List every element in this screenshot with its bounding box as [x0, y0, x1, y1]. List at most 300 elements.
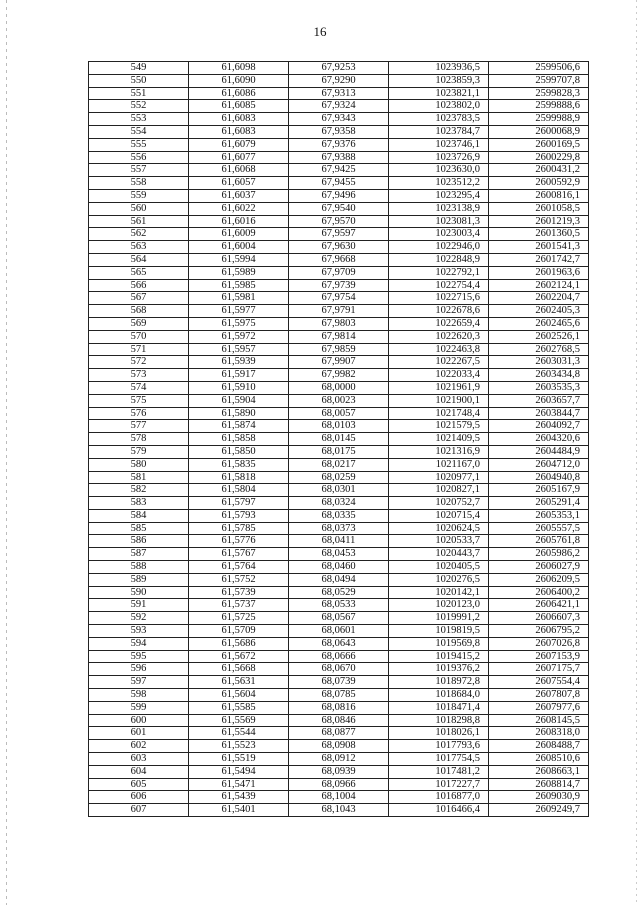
- x-coordinate-cell: 1018684,0: [389, 689, 489, 702]
- longitude-cell: 68,0643: [289, 637, 389, 650]
- longitude-cell: 67,9668: [289, 253, 389, 266]
- coordinates-table-body: [89, 62, 589, 817]
- x-coordinate-cell: 1017793,6: [389, 740, 489, 753]
- longitude-cell: 68,0494: [289, 573, 389, 586]
- x-coordinate-cell: 1018298,8: [389, 714, 489, 727]
- longitude-cell: 68,0666: [289, 650, 389, 663]
- point-number-cell: 562: [89, 228, 189, 241]
- x-coordinate-cell: 1023295,4: [389, 189, 489, 202]
- latitude-cell: 61,5981: [189, 292, 289, 305]
- table-row: [89, 87, 589, 100]
- y-coordinate-cell: 2607026,8: [489, 637, 589, 650]
- longitude-cell: 68,0023: [289, 394, 389, 407]
- x-coordinate-cell: 1018471,4: [389, 701, 489, 714]
- y-coordinate-cell: 2607153,9: [489, 650, 589, 663]
- table-row: [89, 253, 589, 266]
- latitude-cell: 61,5994: [189, 253, 289, 266]
- page-number: 16: [313, 24, 327, 39]
- scan-left-edge: [6, 0, 7, 905]
- x-coordinate-cell: 1020752,7: [389, 497, 489, 510]
- y-coordinate-cell: 2604484,9: [489, 445, 589, 458]
- table-row: [89, 202, 589, 215]
- x-coordinate-cell: 1020827,1: [389, 484, 489, 497]
- table-row: [89, 292, 589, 305]
- latitude-cell: 61,6077: [189, 151, 289, 164]
- table-row: [89, 637, 589, 650]
- latitude-cell: 61,5818: [189, 471, 289, 484]
- table-row: [89, 573, 589, 586]
- x-coordinate-cell: 1022715,6: [389, 292, 489, 305]
- table-row: [89, 689, 589, 702]
- point-number-cell: 607: [89, 804, 189, 817]
- longitude-cell: 68,0533: [289, 599, 389, 612]
- x-coordinate-cell: 1018972,8: [389, 676, 489, 689]
- table-row: [89, 586, 589, 599]
- y-coordinate-cell: 2599888,6: [489, 100, 589, 113]
- latitude-cell: 61,5804: [189, 484, 289, 497]
- longitude-cell: 68,0785: [289, 689, 389, 702]
- latitude-cell: 61,6037: [189, 189, 289, 202]
- point-number-cell: 570: [89, 330, 189, 343]
- latitude-cell: 61,5890: [189, 407, 289, 420]
- y-coordinate-cell: 2599506,6: [489, 62, 589, 75]
- latitude-cell: 61,6004: [189, 241, 289, 254]
- longitude-cell: 67,9814: [289, 330, 389, 343]
- longitude-cell: 67,9496: [289, 189, 389, 202]
- longitude-cell: 68,0335: [289, 509, 389, 522]
- y-coordinate-cell: 2602405,3: [489, 305, 589, 318]
- latitude-cell: 61,5850: [189, 445, 289, 458]
- point-number-cell: 560: [89, 202, 189, 215]
- latitude-cell: 61,5519: [189, 753, 289, 766]
- y-coordinate-cell: 2605291,4: [489, 497, 589, 510]
- x-coordinate-cell: 1017481,2: [389, 765, 489, 778]
- longitude-cell: 68,0966: [289, 778, 389, 791]
- latitude-cell: 61,6009: [189, 228, 289, 241]
- y-coordinate-cell: 2601360,5: [489, 228, 589, 241]
- point-number-cell: 558: [89, 177, 189, 190]
- x-coordinate-cell: 1023746,1: [389, 138, 489, 151]
- x-coordinate-cell: 1020142,1: [389, 586, 489, 599]
- table-row: [89, 113, 589, 126]
- latitude-cell: 61,6079: [189, 138, 289, 151]
- y-coordinate-cell: 2599707,8: [489, 74, 589, 87]
- y-coordinate-cell: 2600816,1: [489, 189, 589, 202]
- latitude-cell: 61,5604: [189, 689, 289, 702]
- longitude-cell: 67,9597: [289, 228, 389, 241]
- table-row: [89, 433, 589, 446]
- latitude-cell: 61,5910: [189, 381, 289, 394]
- table-row: [89, 727, 589, 740]
- table-row: [89, 228, 589, 241]
- longitude-cell: 67,9455: [289, 177, 389, 190]
- x-coordinate-cell: 1022792,1: [389, 266, 489, 279]
- y-coordinate-cell: 2604092,7: [489, 420, 589, 433]
- longitude-cell: 68,0453: [289, 548, 389, 561]
- x-coordinate-cell: 1020715,4: [389, 509, 489, 522]
- x-coordinate-cell: 1021409,5: [389, 433, 489, 446]
- y-coordinate-cell: 2602768,5: [489, 343, 589, 356]
- table-row: [89, 100, 589, 113]
- table-row: [89, 701, 589, 714]
- table-row: [89, 177, 589, 190]
- latitude-cell: 61,6016: [189, 215, 289, 228]
- longitude-cell: 68,0259: [289, 471, 389, 484]
- y-coordinate-cell: 2608814,7: [489, 778, 589, 791]
- y-coordinate-cell: 2608663,1: [489, 765, 589, 778]
- coordinates-table: [88, 61, 589, 817]
- y-coordinate-cell: 2601963,6: [489, 266, 589, 279]
- longitude-cell: 68,0908: [289, 740, 389, 753]
- point-number-cell: 573: [89, 369, 189, 382]
- table-row: [89, 599, 589, 612]
- y-coordinate-cell: 2602204,7: [489, 292, 589, 305]
- longitude-cell: 68,1004: [289, 791, 389, 804]
- longitude-cell: 68,1043: [289, 804, 389, 817]
- y-coordinate-cell: 2602526,1: [489, 330, 589, 343]
- longitude-cell: 68,0529: [289, 586, 389, 599]
- point-number-cell: 549: [89, 62, 189, 75]
- table-row: [89, 407, 589, 420]
- x-coordinate-cell: 1020443,7: [389, 548, 489, 561]
- y-coordinate-cell: 2606607,3: [489, 612, 589, 625]
- longitude-cell: 68,0145: [289, 433, 389, 446]
- x-coordinate-cell: 1023512,2: [389, 177, 489, 190]
- latitude-cell: 61,5975: [189, 317, 289, 330]
- point-number-cell: 585: [89, 522, 189, 535]
- table-row: [89, 215, 589, 228]
- latitude-cell: 61,5569: [189, 714, 289, 727]
- y-coordinate-cell: 2605761,8: [489, 535, 589, 548]
- point-number-cell: 595: [89, 650, 189, 663]
- x-coordinate-cell: 1022463,8: [389, 343, 489, 356]
- table-row: [89, 305, 589, 318]
- latitude-cell: 61,6083: [189, 125, 289, 138]
- x-coordinate-cell: 1020624,5: [389, 522, 489, 535]
- table-row: [89, 676, 589, 689]
- table-row: [89, 561, 589, 574]
- longitude-cell: 68,0846: [289, 714, 389, 727]
- point-number-cell: 588: [89, 561, 189, 574]
- latitude-cell: 61,5737: [189, 599, 289, 612]
- point-number-cell: 598: [89, 689, 189, 702]
- y-coordinate-cell: 2603031,3: [489, 356, 589, 369]
- point-number-cell: 567: [89, 292, 189, 305]
- point-number-cell: 592: [89, 612, 189, 625]
- table-row: [89, 138, 589, 151]
- point-number-cell: 582: [89, 484, 189, 497]
- point-number-cell: 603: [89, 753, 189, 766]
- y-coordinate-cell: 2603844,7: [489, 407, 589, 420]
- y-coordinate-cell: 2603657,7: [489, 394, 589, 407]
- longitude-cell: 68,0373: [289, 522, 389, 535]
- latitude-cell: 61,5585: [189, 701, 289, 714]
- latitude-cell: 61,5785: [189, 522, 289, 535]
- y-coordinate-cell: 2606400,2: [489, 586, 589, 599]
- point-number-cell: 576: [89, 407, 189, 420]
- latitude-cell: 61,5739: [189, 586, 289, 599]
- point-number-cell: 589: [89, 573, 189, 586]
- point-number-cell: 555: [89, 138, 189, 151]
- x-coordinate-cell: 1017227,7: [389, 778, 489, 791]
- latitude-cell: 61,5494: [189, 765, 289, 778]
- table-row: [89, 740, 589, 753]
- y-coordinate-cell: 2602465,6: [489, 317, 589, 330]
- latitude-cell: 61,5985: [189, 279, 289, 292]
- latitude-cell: 61,5725: [189, 612, 289, 625]
- latitude-cell: 61,5972: [189, 330, 289, 343]
- point-number-cell: 577: [89, 420, 189, 433]
- table-row: [89, 791, 589, 804]
- point-number-cell: 604: [89, 765, 189, 778]
- y-coordinate-cell: 2605557,5: [489, 522, 589, 535]
- y-coordinate-cell: 2604320,6: [489, 433, 589, 446]
- x-coordinate-cell: 1023138,9: [389, 202, 489, 215]
- y-coordinate-cell: 2608318,0: [489, 727, 589, 740]
- longitude-cell: 67,9791: [289, 305, 389, 318]
- table-row: [89, 317, 589, 330]
- point-number-cell: 602: [89, 740, 189, 753]
- longitude-cell: 68,0670: [289, 663, 389, 676]
- y-coordinate-cell: 2601541,3: [489, 241, 589, 254]
- longitude-cell: 67,9739: [289, 279, 389, 292]
- x-coordinate-cell: 1021579,5: [389, 420, 489, 433]
- y-coordinate-cell: 2605167,9: [489, 484, 589, 497]
- table-row: [89, 343, 589, 356]
- longitude-cell: 68,0000: [289, 381, 389, 394]
- x-coordinate-cell: 1020123,0: [389, 599, 489, 612]
- table-row: [89, 625, 589, 638]
- point-number-cell: 568: [89, 305, 189, 318]
- longitude-cell: 68,0301: [289, 484, 389, 497]
- x-coordinate-cell: 1022620,3: [389, 330, 489, 343]
- latitude-cell: 61,5631: [189, 676, 289, 689]
- x-coordinate-cell: 1023821,1: [389, 87, 489, 100]
- x-coordinate-cell: 1022848,9: [389, 253, 489, 266]
- x-coordinate-cell: 1023784,7: [389, 125, 489, 138]
- latitude-cell: 61,5904: [189, 394, 289, 407]
- table-row: [89, 420, 589, 433]
- x-coordinate-cell: 1022659,4: [389, 317, 489, 330]
- x-coordinate-cell: 1021167,0: [389, 458, 489, 471]
- longitude-cell: 68,0939: [289, 765, 389, 778]
- scan-right-edge: [636, 0, 637, 905]
- y-coordinate-cell: 2602124,1: [489, 279, 589, 292]
- y-coordinate-cell: 2606421,1: [489, 599, 589, 612]
- point-number-cell: 552: [89, 100, 189, 113]
- longitude-cell: 68,0739: [289, 676, 389, 689]
- y-coordinate-cell: 2599988,9: [489, 113, 589, 126]
- table-row: [89, 509, 589, 522]
- table-row: [89, 765, 589, 778]
- latitude-cell: 61,5523: [189, 740, 289, 753]
- longitude-cell: 67,9859: [289, 343, 389, 356]
- point-number-cell: 591: [89, 599, 189, 612]
- y-coordinate-cell: 2600068,9: [489, 125, 589, 138]
- point-number-cell: 551: [89, 87, 189, 100]
- x-coordinate-cell: 1022946,0: [389, 241, 489, 254]
- longitude-cell: 67,9388: [289, 151, 389, 164]
- point-number-cell: 605: [89, 778, 189, 791]
- y-coordinate-cell: 2607554,4: [489, 676, 589, 689]
- y-coordinate-cell: 2604712,0: [489, 458, 589, 471]
- y-coordinate-cell: 2608510,6: [489, 753, 589, 766]
- latitude-cell: 61,5917: [189, 369, 289, 382]
- table-row: [89, 612, 589, 625]
- y-coordinate-cell: 2606209,5: [489, 573, 589, 586]
- table-row: [89, 62, 589, 75]
- longitude-cell: 68,0460: [289, 561, 389, 574]
- longitude-cell: 68,0057: [289, 407, 389, 420]
- table-row: [89, 330, 589, 343]
- table-row: [89, 74, 589, 87]
- y-coordinate-cell: 2609030,9: [489, 791, 589, 804]
- y-coordinate-cell: 2600431,2: [489, 164, 589, 177]
- point-number-cell: 606: [89, 791, 189, 804]
- latitude-cell: 61,6057: [189, 177, 289, 190]
- x-coordinate-cell: 1016877,0: [389, 791, 489, 804]
- table-row: [89, 535, 589, 548]
- y-coordinate-cell: 2600592,9: [489, 177, 589, 190]
- latitude-cell: 61,6068: [189, 164, 289, 177]
- table-row: [89, 279, 589, 292]
- latitude-cell: 61,5544: [189, 727, 289, 740]
- y-coordinate-cell: 2604940,8: [489, 471, 589, 484]
- x-coordinate-cell: 1021961,9: [389, 381, 489, 394]
- longitude-cell: 68,0567: [289, 612, 389, 625]
- longitude-cell: 67,9803: [289, 317, 389, 330]
- table-row: [89, 381, 589, 394]
- latitude-cell: 61,6085: [189, 100, 289, 113]
- table-row: [89, 394, 589, 407]
- longitude-cell: 67,9253: [289, 62, 389, 75]
- point-number-cell: 574: [89, 381, 189, 394]
- latitude-cell: 61,5672: [189, 650, 289, 663]
- y-coordinate-cell: 2605353,1: [489, 509, 589, 522]
- x-coordinate-cell: 1022678,6: [389, 305, 489, 318]
- x-coordinate-cell: 1023081,3: [389, 215, 489, 228]
- longitude-cell: 67,9540: [289, 202, 389, 215]
- point-number-cell: 559: [89, 189, 189, 202]
- table-row: [89, 753, 589, 766]
- point-number-cell: 564: [89, 253, 189, 266]
- longitude-cell: 68,0601: [289, 625, 389, 638]
- point-number-cell: 569: [89, 317, 189, 330]
- x-coordinate-cell: 1017754,5: [389, 753, 489, 766]
- point-number-cell: 553: [89, 113, 189, 126]
- latitude-cell: 61,5939: [189, 356, 289, 369]
- latitude-cell: 61,5858: [189, 433, 289, 446]
- latitude-cell: 61,5797: [189, 497, 289, 510]
- point-number-cell: 587: [89, 548, 189, 561]
- table-row: [89, 125, 589, 138]
- longitude-cell: 68,0912: [289, 753, 389, 766]
- x-coordinate-cell: 1021748,4: [389, 407, 489, 420]
- point-number-cell: 556: [89, 151, 189, 164]
- table-row: [89, 484, 589, 497]
- longitude-cell: 67,9425: [289, 164, 389, 177]
- point-number-cell: 575: [89, 394, 189, 407]
- longitude-cell: 68,0103: [289, 420, 389, 433]
- y-coordinate-cell: 2601742,7: [489, 253, 589, 266]
- y-coordinate-cell: 2606795,2: [489, 625, 589, 638]
- table-row: [89, 241, 589, 254]
- latitude-cell: 61,5709: [189, 625, 289, 638]
- point-number-cell: 554: [89, 125, 189, 138]
- point-number-cell: 565: [89, 266, 189, 279]
- longitude-cell: 67,9313: [289, 87, 389, 100]
- point-number-cell: 601: [89, 727, 189, 740]
- y-coordinate-cell: 2606027,9: [489, 561, 589, 574]
- point-number-cell: 599: [89, 701, 189, 714]
- latitude-cell: 61,6022: [189, 202, 289, 215]
- latitude-cell: 61,6098: [189, 62, 289, 75]
- table-row: [89, 369, 589, 382]
- point-number-cell: 600: [89, 714, 189, 727]
- x-coordinate-cell: 1023003,4: [389, 228, 489, 241]
- y-coordinate-cell: 2603535,3: [489, 381, 589, 394]
- x-coordinate-cell: 1016466,4: [389, 804, 489, 817]
- table-row: [89, 778, 589, 791]
- longitude-cell: 67,9754: [289, 292, 389, 305]
- point-number-cell: 563: [89, 241, 189, 254]
- table-row: [89, 445, 589, 458]
- x-coordinate-cell: 1023936,5: [389, 62, 489, 75]
- longitude-cell: 68,0324: [289, 497, 389, 510]
- table-row: [89, 804, 589, 817]
- point-number-cell: 579: [89, 445, 189, 458]
- x-coordinate-cell: 1020533,7: [389, 535, 489, 548]
- y-coordinate-cell: 2600169,5: [489, 138, 589, 151]
- latitude-cell: 61,5977: [189, 305, 289, 318]
- point-number-cell: 561: [89, 215, 189, 228]
- point-number-cell: 557: [89, 164, 189, 177]
- y-coordinate-cell: 2607807,8: [489, 689, 589, 702]
- table-row: [89, 356, 589, 369]
- latitude-cell: 61,5835: [189, 458, 289, 471]
- longitude-cell: 68,0217: [289, 458, 389, 471]
- point-number-cell: 593: [89, 625, 189, 638]
- latitude-cell: 61,5957: [189, 343, 289, 356]
- point-number-cell: 590: [89, 586, 189, 599]
- longitude-cell: 67,9630: [289, 241, 389, 254]
- latitude-cell: 61,5686: [189, 637, 289, 650]
- longitude-cell: 68,0411: [289, 535, 389, 548]
- table-row: [89, 497, 589, 510]
- x-coordinate-cell: 1019991,2: [389, 612, 489, 625]
- x-coordinate-cell: 1019569,8: [389, 637, 489, 650]
- latitude-cell: 61,6086: [189, 87, 289, 100]
- table-row: [89, 471, 589, 484]
- latitude-cell: 61,5793: [189, 509, 289, 522]
- point-number-cell: 550: [89, 74, 189, 87]
- latitude-cell: 61,5439: [189, 791, 289, 804]
- longitude-cell: 67,9570: [289, 215, 389, 228]
- latitude-cell: 61,5776: [189, 535, 289, 548]
- latitude-cell: 61,6090: [189, 74, 289, 87]
- longitude-cell: 67,9982: [289, 369, 389, 382]
- longitude-cell: 67,9907: [289, 356, 389, 369]
- x-coordinate-cell: 1019415,2: [389, 650, 489, 663]
- table-row: [89, 650, 589, 663]
- x-coordinate-cell: 1020977,1: [389, 471, 489, 484]
- y-coordinate-cell: 2609249,7: [489, 804, 589, 817]
- longitude-cell: 67,9709: [289, 266, 389, 279]
- table-row: [89, 458, 589, 471]
- x-coordinate-cell: 1020276,5: [389, 573, 489, 586]
- x-coordinate-cell: 1019819,5: [389, 625, 489, 638]
- point-number-cell: 566: [89, 279, 189, 292]
